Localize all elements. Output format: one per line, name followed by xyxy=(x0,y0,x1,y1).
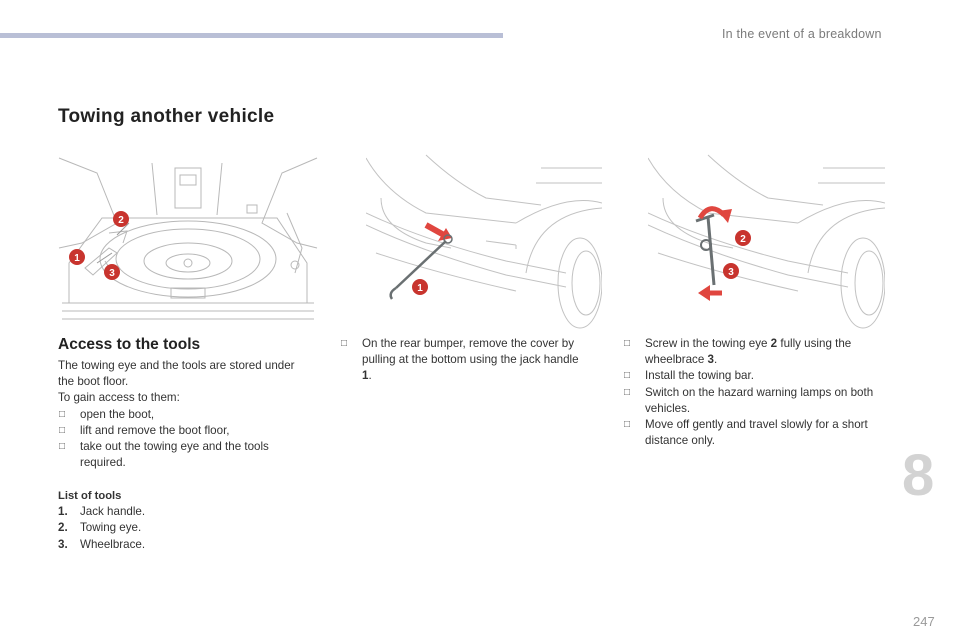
step-ref: 1 xyxy=(362,369,369,383)
tool-number: 1. xyxy=(58,505,68,519)
section-header: In the event of a breakdown xyxy=(722,27,882,41)
access-step: □ open the boot, xyxy=(58,407,313,423)
tool-item xyxy=(58,537,298,553)
bumper-step xyxy=(340,336,588,385)
step-text: . xyxy=(713,353,718,367)
towing-step: □ Install the towing bar. xyxy=(623,368,891,384)
step-text: . xyxy=(368,369,372,383)
tool-item xyxy=(58,520,298,536)
step-text: fully using the wheelbrace xyxy=(645,337,852,367)
marker-1: 1 xyxy=(417,283,423,294)
intro-line-1: The towing eye and the tools are stored under the boot floor. xyxy=(58,359,295,389)
tool-label: Wheelbrace. xyxy=(80,537,146,551)
access-heading: Access to the tools xyxy=(58,336,201,353)
bumper-cover-illustration xyxy=(366,153,602,329)
access-step: □ lift and remove the boot floor, xyxy=(58,423,313,439)
marker-2: 2 xyxy=(118,215,124,226)
towing-instructions xyxy=(623,336,891,449)
tool-label: Jack handle. xyxy=(80,505,146,519)
tool-number: 2. xyxy=(58,521,68,535)
bumper-instructions xyxy=(340,336,588,385)
tool-label: Towing eye. xyxy=(80,521,142,535)
page-number: 247 xyxy=(913,614,935,629)
tool-number: 3. xyxy=(58,537,68,551)
tools-list-title: List of tools xyxy=(58,490,122,502)
tool-item xyxy=(58,504,298,520)
step-text: Screw in the towing eye xyxy=(645,337,771,350)
marker-3: 3 xyxy=(109,268,115,279)
step-ref: 2 xyxy=(770,337,778,350)
intro-line-2: To gain access to them: xyxy=(58,391,180,405)
marker-3: 3 xyxy=(728,267,734,278)
marker-2: 2 xyxy=(740,234,746,245)
towing-eye-illustration xyxy=(648,153,885,329)
step-text: On the rear bumper, remove the cover by pulling at the bottom using the jack handle xyxy=(362,337,579,367)
access-step: □ take out the towing eye and the tools required. xyxy=(58,439,313,471)
chapter-number: 8 xyxy=(902,443,935,508)
page-title: Towing another vehicle xyxy=(58,106,275,127)
towing-step: □ Switch on the hazard warning lamps on both vehicles. xyxy=(623,385,891,417)
access-steps xyxy=(58,407,313,472)
tools-list xyxy=(58,488,298,553)
towing-step xyxy=(623,336,891,368)
access-intro xyxy=(58,358,313,471)
towing-step: □ Move off gently and travel slowly for a short distance only. xyxy=(623,417,891,449)
marker-1: 1 xyxy=(74,253,80,264)
header-accent-bar xyxy=(0,33,503,38)
boot-tools-illustration xyxy=(57,153,319,329)
step-ref: 3 xyxy=(707,353,714,367)
